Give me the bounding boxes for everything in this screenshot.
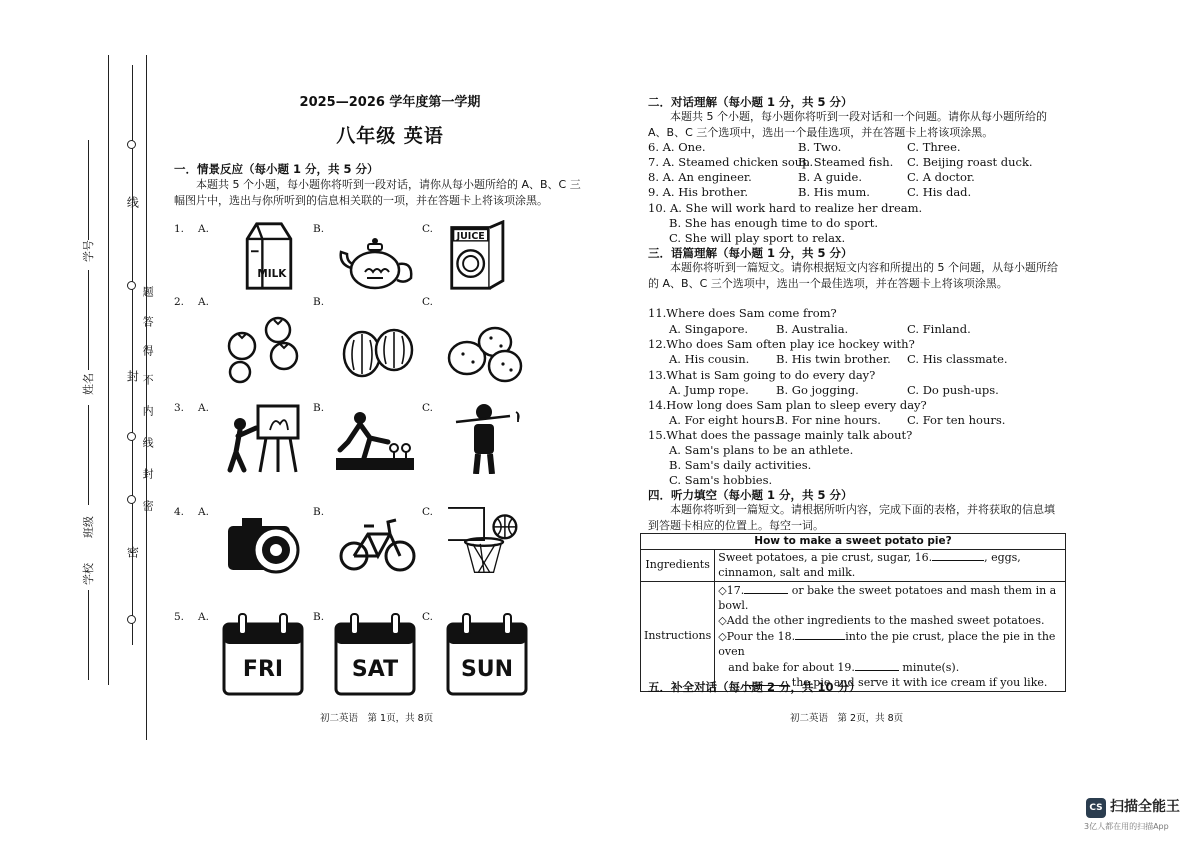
tomatoes-icon <box>222 312 304 384</box>
option-label: B. <box>313 296 325 308</box>
instructions-cell <box>715 581 1066 692</box>
seal-char: 密 <box>125 546 140 560</box>
option-a: 10. A. She will work hard to realize her dream. <box>648 201 923 215</box>
seal-char: 线 <box>125 196 140 210</box>
option-label: C. <box>422 506 433 518</box>
potatoes-icon <box>445 316 527 388</box>
step-3-cont: and bake for about 19. minute(s). <box>728 660 960 674</box>
option-a: A. For eight hours. <box>669 413 779 427</box>
svg-text:FRI: FRI <box>242 657 284 682</box>
seal-char: 答 <box>141 316 155 329</box>
seal-char: 线 <box>141 437 155 450</box>
school-field-label: 学校 <box>82 563 95 585</box>
option-c: C. A doctor. <box>907 170 975 184</box>
school-field-line <box>88 590 89 680</box>
onions-icon <box>338 316 420 388</box>
svg-text:JUICE: JUICE <box>456 230 485 242</box>
option-label: C. <box>422 223 433 235</box>
section-3-instruction: 本题你将听到一篇短文。请你根据短文内容和所提出的 5 个问题，从每小题所给的 A、B、C 三个选项中，选出一个最佳选项，并在答题卡上将该项涂黑。 <box>648 261 1058 290</box>
section-5-heading: 五．补全对话（每小题 2 分，共 10 分） <box>648 680 861 694</box>
option-c: C. Finland. <box>907 322 971 336</box>
calendar-sun-icon <box>446 610 528 696</box>
binding-hole <box>127 281 136 290</box>
option-c: C. She will play sport to relax. <box>669 231 846 245</box>
class-field-line <box>88 405 89 505</box>
seal-char: 封 <box>125 370 140 384</box>
exam-term-title: 2025—2026 学年度第一学期 <box>299 95 481 110</box>
question-text: 12.Who does Sam often play ice hockey with? <box>648 337 915 351</box>
option-a: 9. A. His brother. <box>648 185 749 199</box>
option-a: A. His cousin. <box>669 352 750 366</box>
step-4: the pie and serve it with ice cream if you like. <box>718 675 1062 690</box>
option-a: A. Singapore. <box>669 322 749 336</box>
inner-binding-line <box>146 55 147 740</box>
option-b: B. Two. <box>798 140 842 154</box>
page-2-footer: 初二英语 第 2页，共 8页 <box>790 713 904 724</box>
blank-18[interactable] <box>795 630 845 640</box>
calendar-fri-icon <box>222 610 304 696</box>
question-text: 11.Where does Sam come from? <box>648 306 837 320</box>
name-field-label: 姓名 <box>82 373 95 395</box>
option-b: B. For nine hours. <box>776 413 881 427</box>
section-3-heading: 三．语篇理解（每小题 1 分，共 5 分） <box>648 246 853 260</box>
option-label: A. <box>198 296 209 308</box>
option-label: C. <box>422 296 433 308</box>
blank-19[interactable] <box>855 661 899 671</box>
seal-char: 不 <box>141 374 155 387</box>
bicycle-icon <box>338 508 420 580</box>
option-a: A. Sam's plans to be an athlete. <box>669 443 854 457</box>
step-1: ◇17. or bake the sweet potatoes and mash them in a bowl. <box>718 583 1057 612</box>
blank-16[interactable] <box>932 551 984 561</box>
option-b: B. A guide. <box>798 170 862 184</box>
id-field-label: 学号 <box>82 240 95 262</box>
instructions-label: Instructions <box>641 581 715 692</box>
option-c: C. His classmate. <box>907 352 1008 366</box>
option-a: 8. A. An engineer. <box>648 170 752 184</box>
binding-hole <box>127 140 136 149</box>
option-c: C. Three. <box>907 140 961 154</box>
section-1-heading: 一．情景反应（每小题 1 分，共 5 分） <box>174 162 379 176</box>
blank-17[interactable] <box>744 584 788 594</box>
option-b: B. Go jogging. <box>776 383 859 397</box>
calendar-sat-icon <box>334 610 416 696</box>
option-a: 7. A. Steamed chicken soup. <box>648 155 814 169</box>
option-b: B. Steamed fish. <box>798 155 894 169</box>
question-number: 4. <box>174 506 185 518</box>
scanner-app-tagline: 3亿人都在用的扫描App <box>1084 822 1169 831</box>
option-label: A. <box>198 402 209 414</box>
option-a: A. Jump rope. <box>669 383 749 397</box>
juice-box-icon <box>442 220 524 292</box>
section-2-heading: 二．对话理解（每小题 1 分，共 5 分） <box>648 95 853 109</box>
option-label: A. <box>198 611 209 623</box>
svg-text:SAT: SAT <box>351 657 399 682</box>
option-label: C. <box>422 402 433 414</box>
svg-text:MILK: MILK <box>257 267 287 280</box>
option-label: A. <box>198 223 209 235</box>
seal-char: 密 <box>141 500 155 513</box>
camscanner-logo-icon: CS <box>1086 798 1106 818</box>
option-c: C. Do push-ups. <box>907 383 999 397</box>
option-label: B. <box>313 402 325 414</box>
binding-hole <box>127 615 136 624</box>
question-text: 13.What is Sam going to do every day? <box>648 368 876 382</box>
name-field-line <box>88 270 89 370</box>
option-label: A. <box>198 506 209 518</box>
option-c: C. His dad. <box>907 185 972 199</box>
option-b: B. Sam's daily activities. <box>669 458 812 472</box>
option-c: C. For ten hours. <box>907 413 1006 427</box>
painting-person-icon <box>226 402 308 474</box>
exam-subject-title: 八年级 英语 <box>336 125 444 147</box>
question-number: 5. <box>174 611 185 623</box>
milk-carton-icon <box>228 220 310 292</box>
id-field-line <box>88 140 89 240</box>
option-b: B. His mum. <box>798 185 870 199</box>
option-b: B. His twin brother. <box>776 352 891 366</box>
ingredients-cell: Sweet potatoes, a pie crust, sugar, 16. , eggs, cinnamon, salt and milk. <box>715 550 1066 581</box>
option-label: B. <box>313 611 325 623</box>
outer-binding-line <box>108 55 109 685</box>
seal-char: 得 <box>141 345 155 358</box>
option-label: B. <box>313 223 325 235</box>
option-a: 6. A. One. <box>648 140 706 154</box>
section-2-instruction: 本题共 5 个小题，每小题你将听到一段对话和一个问题。请你从每小题所给的 A、B、C 三个选项中，选出一个最佳选项，并在答题卡上将该项涂黑。 <box>648 110 1047 139</box>
binding-hole <box>127 495 136 504</box>
table-title: How to make a sweet potato pie? <box>641 534 1066 550</box>
page-1-footer: 初二英语 第 1页，共 8页 <box>320 713 434 724</box>
class-field-label: 班级 <box>82 516 95 538</box>
teapot-icon <box>335 228 417 300</box>
basketball-hoop-icon <box>444 506 526 578</box>
sweet-potato-pie-table <box>640 533 1066 692</box>
seal-char: 封 <box>141 468 155 481</box>
section-4-instruction: 本题你将听到一篇短文。请根据所听内容，完成下面的表格，并将获取的信息填到答题卡相应的位置上。每空一词。 <box>648 503 1055 532</box>
seal-char: 题 <box>141 286 155 299</box>
question-number: 2. <box>174 296 185 308</box>
option-label: C. <box>422 611 433 623</box>
option-b: B. Australia. <box>776 322 849 336</box>
binding-hole <box>127 432 136 441</box>
camera-icon <box>224 508 306 580</box>
option-label: B. <box>313 506 325 518</box>
seal-char: 内 <box>141 405 155 418</box>
section-1-instruction: 本题共 5 个小题，每小题你将听到一段对话，请你从每小题所给的 A、B、C 三幅图片中，选出与你所听到的信息相关联的一项，并在答题卡上将该项涂黑。 <box>174 178 581 207</box>
flute-player-icon <box>450 402 532 474</box>
question-number: 1. <box>174 223 185 235</box>
step-3: ◇Pour the 18. into the pie crust, place the pie in the oven <box>718 629 1056 659</box>
scanner-app-name: 扫描全能王 <box>1110 799 1180 815</box>
question-text: 15.What does the passage mainly talk about? <box>648 428 913 442</box>
gardening-person-icon <box>334 404 416 476</box>
ingredients-label: Ingredients <box>641 550 715 581</box>
question-text: 14.How long does Sam plan to sleep every day? <box>648 398 927 412</box>
section-4-heading: 四．听力填空（每小题 1 分，共 5 分） <box>648 488 853 502</box>
question-number: 3. <box>174 402 185 414</box>
option-b: B. She has enough time to do sport. <box>669 216 879 230</box>
svg-text:SUN: SUN <box>460 657 514 682</box>
step-2: ◇Add the other ingredients to the mashed sweet potatoes. <box>718 614 1045 628</box>
option-c: C. Sam's hobbies. <box>669 473 773 487</box>
option-c: C. Beijing roast duck. <box>907 155 1033 169</box>
